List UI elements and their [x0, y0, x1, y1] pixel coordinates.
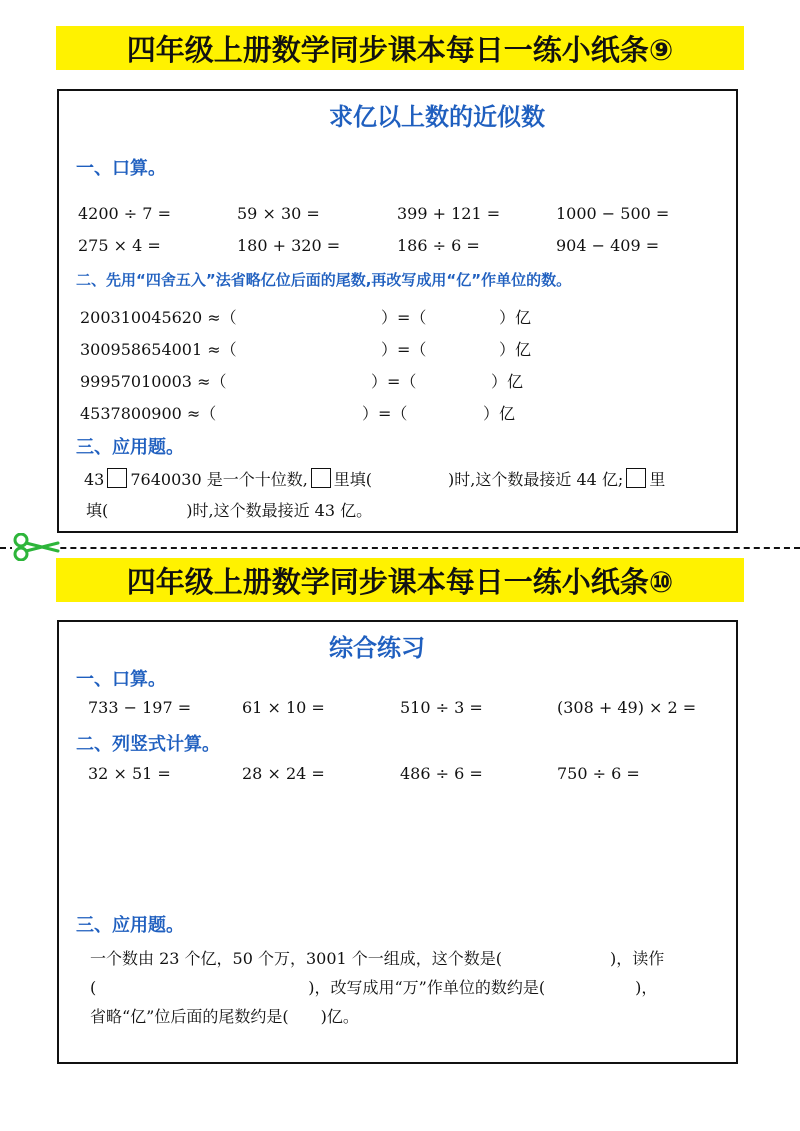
section-oral-calc: 一、口算。	[76, 669, 166, 690]
word-problem-line-2	[90, 975, 657, 998]
approx-number: 300958654001 ≈（	[80, 340, 237, 359]
calc-problem: (308 + 49) × 2 =	[557, 698, 697, 717]
problem-text: 里	[649, 470, 666, 489]
problem-text: (	[90, 978, 97, 997]
banner-title: 四年级上册数学同步课本每日一练小纸条⑨	[126, 32, 674, 67]
calc-problem: 1000 − 500 =	[556, 204, 670, 223]
calc-problem: 180 + 320 =	[237, 236, 341, 255]
approx-equals: ）=（	[362, 404, 408, 423]
word-problem-line-1	[84, 467, 665, 490]
approx-number: 4537800900 ≈（	[80, 404, 217, 423]
blank-square	[107, 468, 127, 488]
approx-number: 99957010003 ≈（	[80, 372, 227, 391]
word-problem-line-1	[90, 946, 664, 969]
cut-line	[0, 547, 800, 549]
calc-problem: 275 × 4 =	[78, 236, 161, 255]
problem-text: )，	[635, 978, 658, 997]
approx-equals: ）=（	[381, 308, 427, 327]
vertical-problem: 32 × 51 =	[88, 764, 171, 783]
section-rounding: 二、先用“四舍五入”法省略亿位后面的尾数,再改写成用“亿”作单位的数。	[76, 271, 572, 289]
problem-text: 里填(	[333, 470, 373, 489]
worksheet-9	[57, 89, 738, 533]
blank-square	[311, 468, 331, 488]
calc-problem: 4200 ÷ 7 =	[78, 204, 171, 223]
problem-text: )时,这个数最接近 43 亿。	[186, 501, 373, 520]
section-word-problem: 三、应用题。	[76, 437, 184, 458]
approx-unit: ）亿	[491, 372, 524, 391]
problem-text: 一个数由 23 个亿，50 个万，3001 个一组成，这个数是(	[90, 949, 503, 968]
section-vertical-calc: 二、列竖式计算。	[76, 734, 220, 755]
banner-sheet-10	[56, 558, 744, 602]
calc-problem: 733 − 197 =	[88, 698, 192, 717]
scissors-icon	[12, 533, 60, 561]
approx-equals: ）=（	[371, 372, 417, 391]
worksheet-title: 求亿以上数的近似数	[329, 103, 545, 131]
blank-square	[626, 468, 646, 488]
section-word-problem: 三、应用题。	[76, 915, 184, 936]
calc-problem: 904 − 409 =	[556, 236, 660, 255]
vertical-problem: 750 ÷ 6 =	[557, 764, 640, 783]
approx-number: 200310045620 ≈（	[80, 308, 237, 327]
problem-text: 填(	[86, 501, 109, 520]
worksheet-title: 综合练习	[329, 634, 425, 662]
vertical-problem: 486 ÷ 6 =	[400, 764, 483, 783]
section-oral-calc: 一、口算。	[76, 158, 166, 179]
calc-problem: 399 + 121 =	[397, 204, 501, 223]
calc-problem: 59 × 30 =	[237, 204, 320, 223]
calc-problem: 61 × 10 =	[242, 698, 325, 717]
calc-problem: 186 ÷ 6 =	[397, 236, 480, 255]
banner-title: 四年级上册数学同步课本每日一练小纸条⑩	[126, 564, 674, 599]
approx-unit: ）亿	[499, 340, 532, 359]
problem-text: )时,这个数最接近 44 亿;	[448, 470, 624, 489]
approx-equals: ）=（	[381, 340, 427, 359]
problem-text: 43	[84, 470, 105, 489]
worksheet-10	[57, 620, 738, 1064]
vertical-problem: 28 × 24 =	[242, 764, 325, 783]
approx-unit: ）亿	[483, 404, 516, 423]
word-problem-line-3: 省略“亿”位后面的尾数约是( )亿。	[90, 1007, 359, 1026]
word-problem-line-2	[86, 498, 372, 521]
calc-problem: 510 ÷ 3 =	[400, 698, 483, 717]
approx-unit: ）亿	[499, 308, 532, 327]
problem-text: )，改写成用“万”作单位的数约是(	[308, 978, 546, 997]
problem-text: 7640030 是一个十位数,	[130, 470, 308, 489]
problem-text: )，读作	[610, 949, 665, 968]
banner-sheet-9	[56, 26, 744, 70]
